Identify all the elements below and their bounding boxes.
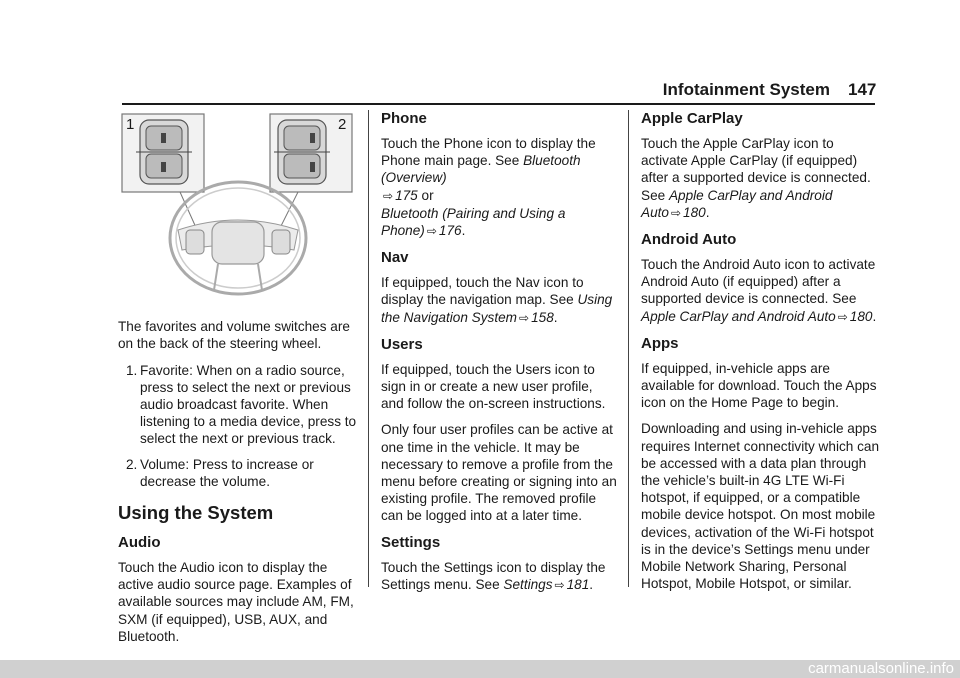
phone-ref-page-1[interactable]: 175 — [395, 187, 418, 203]
settings-body — [381, 559, 619, 594]
settings-ref-link[interactable]: Settings — [503, 576, 553, 592]
carplay-body — [641, 135, 881, 222]
phone-body-text: Touch the Phone icon to display the Phone main page. See — [381, 136, 596, 169]
phone-body — [381, 135, 619, 240]
switch-list — [118, 362, 358, 490]
column-2 — [381, 110, 619, 603]
header-rule — [122, 103, 875, 105]
callout-1-label: 1 — [126, 116, 135, 133]
intro-text: The favorites and volume switches are on the back of the steering wheel. — [118, 319, 350, 352]
page-number: 147 — [848, 80, 877, 99]
audio-body: Touch the Audio icon to display the active audio source page. Examples of available sources may include AM, FM, SXM (if equipped), USB, AUX, and Bluetooth. — [118, 560, 354, 644]
users-heading: Users — [381, 335, 423, 353]
audio-heading: Audio — [118, 534, 161, 552]
android-body-text: Touch the Android Auto icon to activate Android Auto (if equipped) after a supported device is connected. See — [641, 257, 876, 307]
android-body — [641, 256, 881, 326]
or-text: or — [417, 187, 434, 203]
callout-2-label: 2 — [338, 116, 347, 133]
settings-ref-page[interactable]: 181 — [566, 576, 590, 592]
phone-heading: Phone — [381, 110, 427, 127]
apps-body-2: Downloading and using in-vehicle apps requires Internet connectivity which can be accessed with a data plan through the vehicle’s built-in 4G LTE Wi-Fi hotspot, if equipped, or a compatible mobile device hotspot. On most mobile devices, activation of the Wi-Fi hotspot is in the device’s Settings menu under Mobile Network Sharing, Personal Hotspot, Mobile Hotspot, or similar. — [641, 421, 880, 592]
period: . — [872, 308, 877, 324]
period: . — [553, 309, 558, 325]
page-ref-arrow-icon: ⇨ — [519, 310, 530, 325]
phone-ref-link-1[interactable]: Bluetooth (Overview) — [381, 153, 581, 186]
settings-body-text: Touch the Settings icon to display the Settings menu. See — [381, 559, 606, 592]
carplay-body-text: Touch the Apple CarPlay icon to activate Apple CarPlay (if equipped) after a supported device is connected. See — [641, 136, 871, 203]
page-ref-arrow-icon: ⇨ — [383, 188, 394, 203]
page-ref-arrow-icon: ⇨ — [837, 309, 848, 324]
using-system-heading: Using the System — [118, 502, 274, 524]
nav-body — [381, 274, 619, 327]
period: . — [589, 576, 594, 592]
users-body-1: If equipped, touch the Users icon to sign in or create a new user profile, and follow the on-screen instructions. — [381, 361, 606, 412]
users-body-2: Only four user profiles can be active at one time in the vehicle. It may be necessary to remove a profile from the menu before creating or signing into an existing profile. The removed profile can be logged into at a later time. — [381, 422, 617, 524]
page-ref-arrow-icon: ⇨ — [426, 224, 437, 239]
carplay-heading: Apple CarPlay — [641, 110, 743, 127]
page-ref-arrow-icon: ⇨ — [670, 205, 682, 220]
apps-heading: Apps — [641, 334, 679, 352]
phone-ref-link-2[interactable]: Bluetooth (Pairing and Using a Phone) — [381, 205, 566, 239]
column-divider-1 — [368, 110, 369, 587]
list-text: Volume: Press to increase or decrease the volume. — [140, 456, 314, 489]
nav-body-text: If equipped, touch the Nav icon to display the navigation map. See — [381, 275, 584, 308]
settings-heading: Settings — [381, 533, 441, 551]
period: . — [705, 204, 710, 220]
apps-body-1: If equipped, in-vehicle apps are available for download. Touch the Apps icon on the Home Page to begin. — [641, 360, 877, 411]
watermark-text[interactable]: carmanualsonline.info — [808, 660, 954, 677]
nav-heading: Nav — [381, 249, 409, 267]
column-divider-2 — [628, 110, 629, 587]
section-title: Infotainment System — [662, 80, 830, 99]
android-heading: Android Auto — [641, 231, 737, 249]
android-ref-page[interactable]: 180 — [849, 308, 873, 324]
list-item — [118, 362, 358, 448]
carplay-ref-page[interactable]: 180 — [683, 204, 706, 220]
steering-wheel-switches-figure — [118, 110, 358, 296]
footer-bar — [0, 660, 960, 678]
column-1 — [118, 110, 358, 654]
phone-ref-page-2[interactable]: 176 — [438, 223, 462, 239]
list-text: Favorite: When on a radio source, press to select the next or previous audio broadcast favorite. When listening to a media device, press to select the next or previous track. — [140, 362, 357, 447]
column-3 — [641, 110, 881, 601]
android-ref-link[interactable]: Apple CarPlay and Android Auto — [641, 308, 836, 324]
nav-ref-link[interactable]: Using the Navigation System — [381, 292, 613, 325]
period: . — [461, 223, 466, 239]
nav-ref-page[interactable]: 158 — [531, 309, 554, 325]
list-number: 1. — [126, 362, 138, 378]
list-item — [118, 456, 358, 490]
list-number: 2. — [126, 456, 138, 472]
carplay-ref-link[interactable]: Apple CarPlay and Android Auto — [641, 187, 833, 220]
page-ref-arrow-icon: ⇨ — [554, 577, 565, 592]
